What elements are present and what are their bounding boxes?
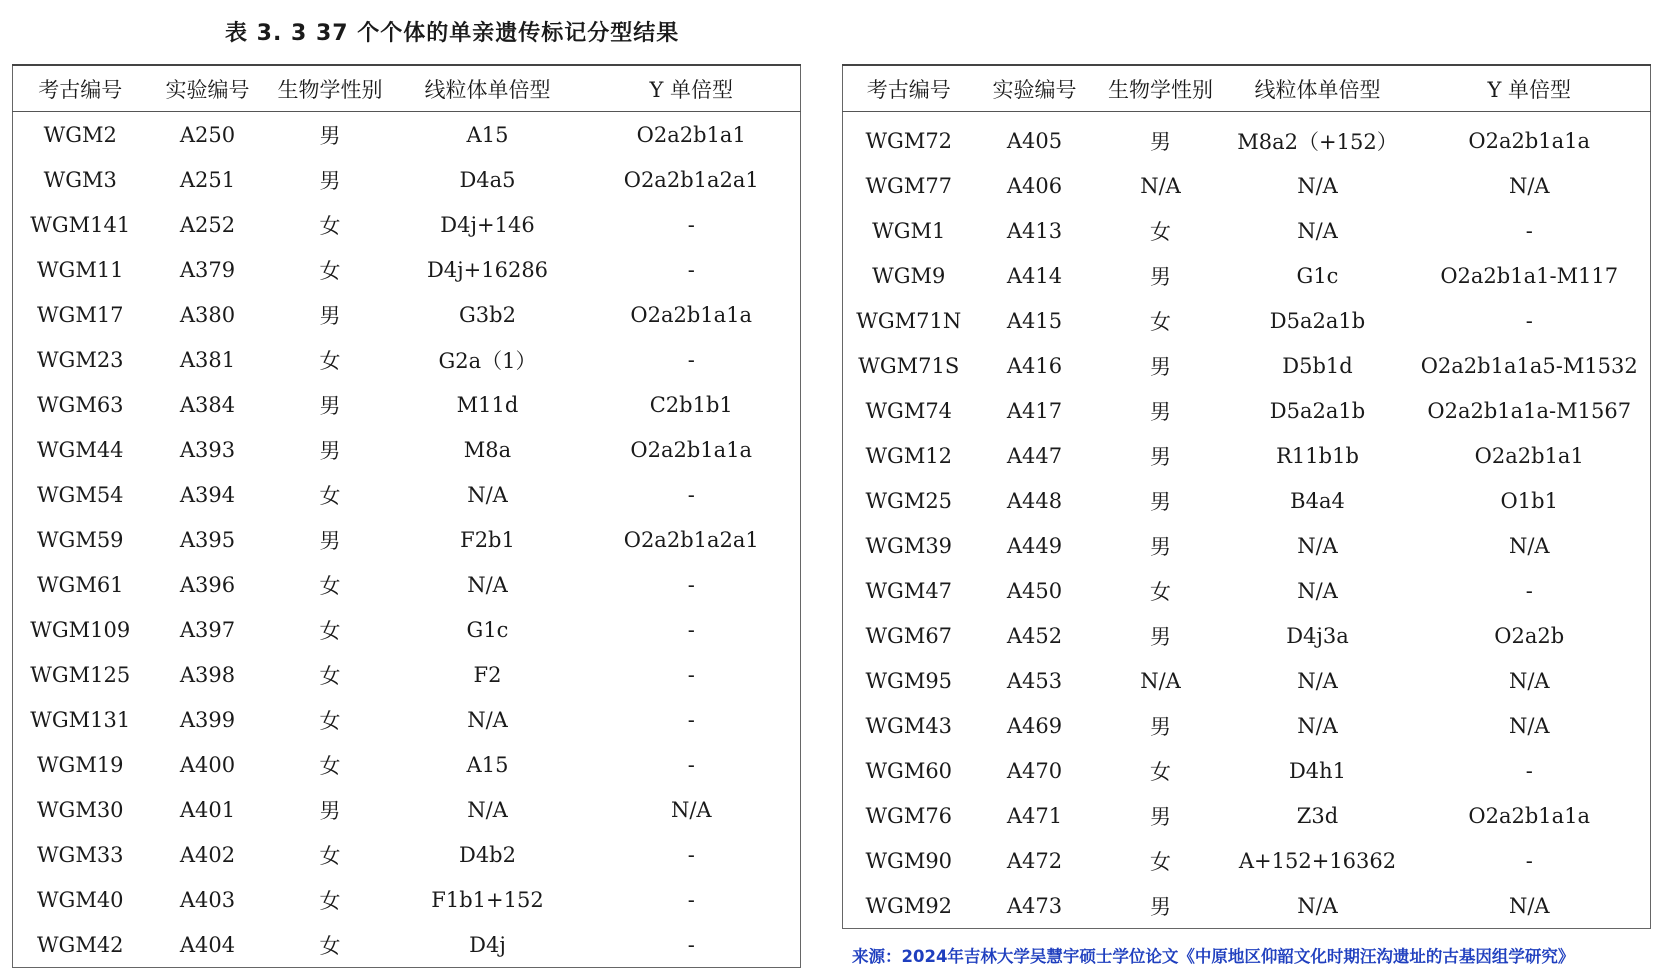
cell-sex: 女 [1150,219,1171,244]
cell-archaeology-id: WGM76 [865,803,953,828]
cell-y-haplogroup: N/A [670,797,712,822]
left-header-row [13,65,801,112]
cell-archaeology-id: WGM77 [865,173,953,198]
cell-lab-id: A413 [1006,218,1063,243]
cell-mtdna-haplogroup: D5a2a1b [1269,398,1366,423]
cell-lab-id: A453 [1006,668,1063,693]
cell-mtdna-haplogroup: F2b1 [460,527,515,552]
cell-y-haplogroup: - [1525,758,1533,783]
cell-mtdna-haplogroup: D5a2a1b [1269,308,1366,333]
cell-lab-id: A380 [179,302,236,327]
cell-archaeology-id: WGM12 [865,443,953,468]
cell-mtdna-haplogroup: D4b2 [458,842,516,867]
cell-lab-id: A384 [179,392,236,417]
cell-mtdna-haplogroup: D4j+146 [440,212,535,237]
cell-y-haplogroup: - [1525,218,1533,243]
cell-mtdna-haplogroup: N/A [1297,578,1338,603]
cell-mtdna-haplogroup: D4j [469,932,506,957]
header-archaeology-id: 考古编号 [843,65,975,112]
cell-mtdna-haplogroup: N/A [1297,173,1338,198]
cell-sex: 女 [319,708,341,733]
table-row [843,253,1651,298]
cell-y-haplogroup: O2a2b1a2a1 [623,167,759,192]
cell-lab-id: A398 [179,662,236,687]
cell-lab-id: A395 [179,527,236,552]
cell-sex: 男 [1150,489,1171,514]
cell-archaeology-id: WGM42 [36,932,124,957]
cell-sex: 女 [319,348,341,373]
cell-y-haplogroup: N/A [1508,173,1550,198]
cell-lab-id: A450 [1006,578,1063,603]
cell-archaeology-id: WGM25 [865,488,953,513]
table-row [843,838,1651,883]
cell-y-haplogroup: O2a2b1a1a [1468,803,1591,828]
table-row [843,613,1651,658]
cell-lab-id: A393 [179,437,236,462]
cell-mtdna-haplogroup: D4a5 [459,167,516,192]
cell-lab-id: A403 [179,887,236,912]
cell-lab-id: A397 [179,617,236,642]
header-sex: 生物学性别 [268,65,393,112]
cell-sex: 男 [1150,444,1171,469]
table-row [843,478,1651,523]
cell-lab-id: A417 [1006,398,1063,423]
cell-sex: 男 [319,528,341,553]
cell-archaeology-id: WGM3 [43,167,117,192]
cell-lab-id: A396 [179,572,236,597]
cell-lab-id: A416 [1006,353,1063,378]
table-row [13,787,801,832]
cell-lab-id: A400 [179,752,236,777]
cell-mtdna-haplogroup: A15 [466,122,509,147]
cell-sex: 女 [319,933,341,958]
cell-sex: 男 [1150,399,1171,424]
cell-archaeology-id: WGM60 [865,758,953,783]
cell-sex: 女 [319,258,341,283]
cell-archaeology-id: WGM17 [36,302,124,327]
cell-lab-id: A404 [179,932,236,957]
table-row [843,388,1651,433]
cell-y-haplogroup: O2a2b1a1 [636,122,746,147]
cell-y-haplogroup: - [687,257,695,282]
cell-sex: N/A [1140,173,1181,198]
cell-lab-id: A448 [1006,488,1063,513]
cell-y-haplogroup: O2a2b1a1a [630,302,753,327]
cell-archaeology-id: WGM33 [36,842,124,867]
cell-y-haplogroup: O2a2b1a1a [630,437,753,462]
cell-mtdna-haplogroup: F2 [473,662,502,687]
cell-mtdna-haplogroup: N/A [467,482,508,507]
cell-mtdna-haplogroup: M8a2（+152） [1237,129,1398,154]
cell-mtdna-haplogroup: N/A [467,707,508,732]
cell-mtdna-haplogroup: N/A [1297,218,1338,243]
cell-archaeology-id: WGM71N [856,308,962,333]
cell-sex: 男 [319,303,341,328]
header-lab-id: 实验编号 [975,65,1095,112]
cell-y-haplogroup: O2a2b1a1-M117 [1440,263,1619,288]
cell-mtdna-haplogroup: N/A [1297,668,1338,693]
cell-sex: 女 [1150,759,1171,784]
cell-archaeology-id: WGM23 [36,347,124,372]
table-row [13,472,801,517]
table-row [13,157,801,202]
cell-archaeology-id: WGM44 [36,437,124,462]
cell-y-haplogroup: - [687,752,695,777]
cell-y-haplogroup: O2a2b1a2a1 [623,527,759,552]
cell-mtdna-haplogroup: F1b1+152 [431,887,544,912]
cell-sex: 男 [1150,534,1171,559]
table-row [13,607,801,652]
cell-lab-id: A399 [179,707,236,732]
cell-sex: 男 [1150,804,1171,829]
cell-sex: 男 [1150,894,1171,919]
cell-y-haplogroup: O1b1 [1500,488,1558,513]
cell-lab-id: A379 [179,257,236,282]
cell-mtdna-haplogroup: R11b1b [1276,443,1359,468]
table-row [13,292,801,337]
cell-mtdna-haplogroup: N/A [1297,893,1338,918]
cell-sex: 男 [1150,354,1171,379]
cell-lab-id: A250 [179,122,236,147]
header-y-haplogroup: Y 单倍型 [583,65,801,112]
cell-lab-id: A469 [1006,713,1063,738]
cell-archaeology-id: WGM43 [865,713,953,738]
cell-mtdna-haplogroup: D5b1d [1282,353,1353,378]
cell-mtdna-haplogroup: D4j3a [1286,623,1349,648]
cell-lab-id: A381 [179,347,236,372]
table-row [843,703,1651,748]
cell-mtdna-haplogroup: A15 [466,752,509,777]
cell-lab-id: A394 [179,482,236,507]
cell-y-haplogroup: N/A [1508,533,1550,558]
cell-y-haplogroup: O2a2b1a1 [1474,443,1584,468]
cell-y-haplogroup: - [687,347,695,372]
table-row [843,208,1651,253]
cell-mtdna-haplogroup: G2a（1） [438,348,537,373]
table-row [13,202,801,247]
left-table [12,64,801,968]
cell-lab-id: A252 [179,212,236,237]
cell-y-haplogroup: N/A [1508,713,1550,738]
cell-lab-id: A414 [1006,263,1063,288]
cell-sex: 男 [319,393,341,418]
cell-y-haplogroup: - [687,572,695,597]
cell-y-haplogroup: - [687,617,695,642]
cell-archaeology-id: WGM71S [858,353,960,378]
cell-y-haplogroup: - [687,932,695,957]
cell-y-haplogroup: - [687,842,695,867]
cell-lab-id: A415 [1006,308,1063,333]
header-y-haplogroup: Y 单倍型 [1409,65,1651,112]
table-row [13,562,801,607]
table-row [843,883,1651,929]
cell-lab-id: A406 [1006,173,1063,198]
cell-sex: N/A [1140,668,1181,693]
table-row [843,658,1651,703]
cell-archaeology-id: WGM39 [865,533,953,558]
cell-sex: 男 [319,123,341,148]
cell-archaeology-id: WGM67 [865,623,953,648]
cell-sex: 女 [319,213,341,238]
cell-y-haplogroup: - [687,212,695,237]
cell-archaeology-id: WGM9 [872,263,946,288]
header-archaeology-id: 考古编号 [13,65,148,112]
cell-mtdna-haplogroup: D4h1 [1288,758,1347,783]
table-row [843,793,1651,838]
cell-mtdna-haplogroup: Z3d [1296,803,1339,828]
table-row [843,433,1651,478]
cell-lab-id: A473 [1006,893,1063,918]
table-row [843,748,1651,793]
cell-lab-id: A402 [179,842,236,867]
cell-y-haplogroup: O2a2b1a1a [1468,128,1591,153]
cell-lab-id: A452 [1006,623,1063,648]
cell-y-haplogroup: C2b1b1 [649,392,733,417]
cell-y-haplogroup: N/A [1508,893,1550,918]
cell-mtdna-haplogroup: N/A [467,572,508,597]
cell-sex: 女 [319,663,341,688]
table-row [843,523,1651,568]
cell-sex: 女 [1150,849,1171,874]
cell-archaeology-id: WGM95 [865,668,953,693]
cell-y-haplogroup: - [687,482,695,507]
cell-sex: 男 [1150,624,1171,649]
cell-mtdna-haplogroup: G1c [1296,263,1339,288]
cell-archaeology-id: WGM125 [30,662,131,687]
table-row [843,112,1651,164]
table-title: 表 3. 3 37 个个体的单亲遗传标记分型结果 [225,21,680,46]
cell-y-haplogroup: - [1525,848,1533,873]
cell-archaeology-id: WGM30 [36,797,124,822]
cell-archaeology-id: WGM11 [36,257,124,282]
cell-archaeology-id: WGM19 [36,752,124,777]
cell-archaeology-id: WGM141 [30,212,131,237]
cell-mtdna-haplogroup: N/A [1297,533,1338,558]
cell-mtdna-haplogroup: B4a4 [1290,488,1345,513]
cell-y-haplogroup: N/A [1508,668,1550,693]
cell-sex: 女 [319,753,341,778]
cell-lab-id: A405 [1006,128,1063,153]
cell-y-haplogroup: O2a2b [1494,623,1565,648]
cell-sex: 男 [319,168,341,193]
cell-mtdna-haplogroup: G3b2 [459,302,516,327]
cell-sex: 女 [319,843,341,868]
header-mtdna: 线粒体单倍型 [393,65,583,112]
header-lab-id: 实验编号 [148,65,268,112]
cell-lab-id: A447 [1006,443,1063,468]
cell-archaeology-id: WGM59 [36,527,124,552]
table-row [13,517,801,562]
cell-lab-id: A401 [179,797,236,822]
table-row [13,337,801,382]
cell-y-haplogroup: - [1525,578,1533,603]
cell-sex: 男 [1150,129,1171,154]
table-row [13,877,801,922]
cell-lab-id: A251 [179,167,236,192]
cell-archaeology-id: WGM47 [865,578,953,603]
cell-lab-id: A449 [1006,533,1063,558]
cell-mtdna-haplogroup: M11d [456,392,519,417]
cell-archaeology-id: WGM54 [36,482,124,507]
table-row [13,742,801,787]
cell-sex: 女 [319,483,341,508]
cell-y-haplogroup: - [687,662,695,687]
table-row [843,298,1651,343]
table-row [13,112,801,158]
cell-archaeology-id: WGM40 [36,887,124,912]
table-row [13,427,801,472]
cell-y-haplogroup: - [687,707,695,732]
header-sex: 生物学性别 [1095,65,1227,112]
cell-archaeology-id: WGM61 [36,572,124,597]
cell-archaeology-id: WGM90 [865,848,953,873]
table-row [13,697,801,742]
cell-archaeology-id: WGM131 [30,707,131,732]
cell-y-haplogroup: O2a2b1a1a5-M1532 [1420,353,1638,378]
cell-sex: 男 [319,798,341,823]
table-row [843,568,1651,613]
right-header-row [843,65,1651,112]
cell-y-haplogroup: - [1525,308,1533,333]
cell-sex: 男 [319,438,341,463]
cell-lab-id: A470 [1006,758,1063,783]
cell-mtdna-haplogroup: M8a [463,437,512,462]
cell-archaeology-id: WGM63 [36,392,124,417]
cell-archaeology-id: WGM92 [865,893,953,918]
table-row [13,922,801,968]
table-row [843,163,1651,208]
cell-mtdna-haplogroup: A+152+16362 [1238,848,1397,873]
cell-mtdna-haplogroup: D4j+16286 [426,257,549,282]
cell-lab-id: A471 [1006,803,1063,828]
source-note: 来源：2024年吉林大学吴慧宇硕士学位论文《中原地区仰韶文化时期汪沟遗址的古基因组学研究》 [852,947,1575,966]
cell-sex: 男 [1150,264,1171,289]
table-row [13,247,801,292]
cell-sex: 女 [319,888,341,913]
table-row [13,652,801,697]
cell-mtdna-haplogroup: N/A [1297,713,1338,738]
cell-y-haplogroup: O2a2b1a1a-M1567 [1427,398,1632,423]
cell-mtdna-haplogroup: N/A [467,797,508,822]
right-table [842,64,1651,929]
cell-archaeology-id: WGM72 [865,128,953,153]
table-row [13,382,801,427]
cell-archaeology-id: WGM1 [872,218,946,243]
cell-sex: 女 [1150,579,1171,604]
cell-sex: 男 [1150,714,1171,739]
table-row [843,343,1651,388]
table-row [13,832,801,877]
cell-sex: 女 [1150,309,1171,334]
header-mtdna: 线粒体单倍型 [1227,65,1409,112]
cell-mtdna-haplogroup: G1c [466,617,509,642]
cell-y-haplogroup: - [687,887,695,912]
cell-lab-id: A472 [1006,848,1063,873]
cell-archaeology-id: WGM109 [30,617,131,642]
cell-archaeology-id: WGM2 [43,122,117,147]
cell-archaeology-id: WGM74 [865,398,953,423]
cell-sex: 女 [319,618,341,643]
cell-sex: 女 [319,573,341,598]
